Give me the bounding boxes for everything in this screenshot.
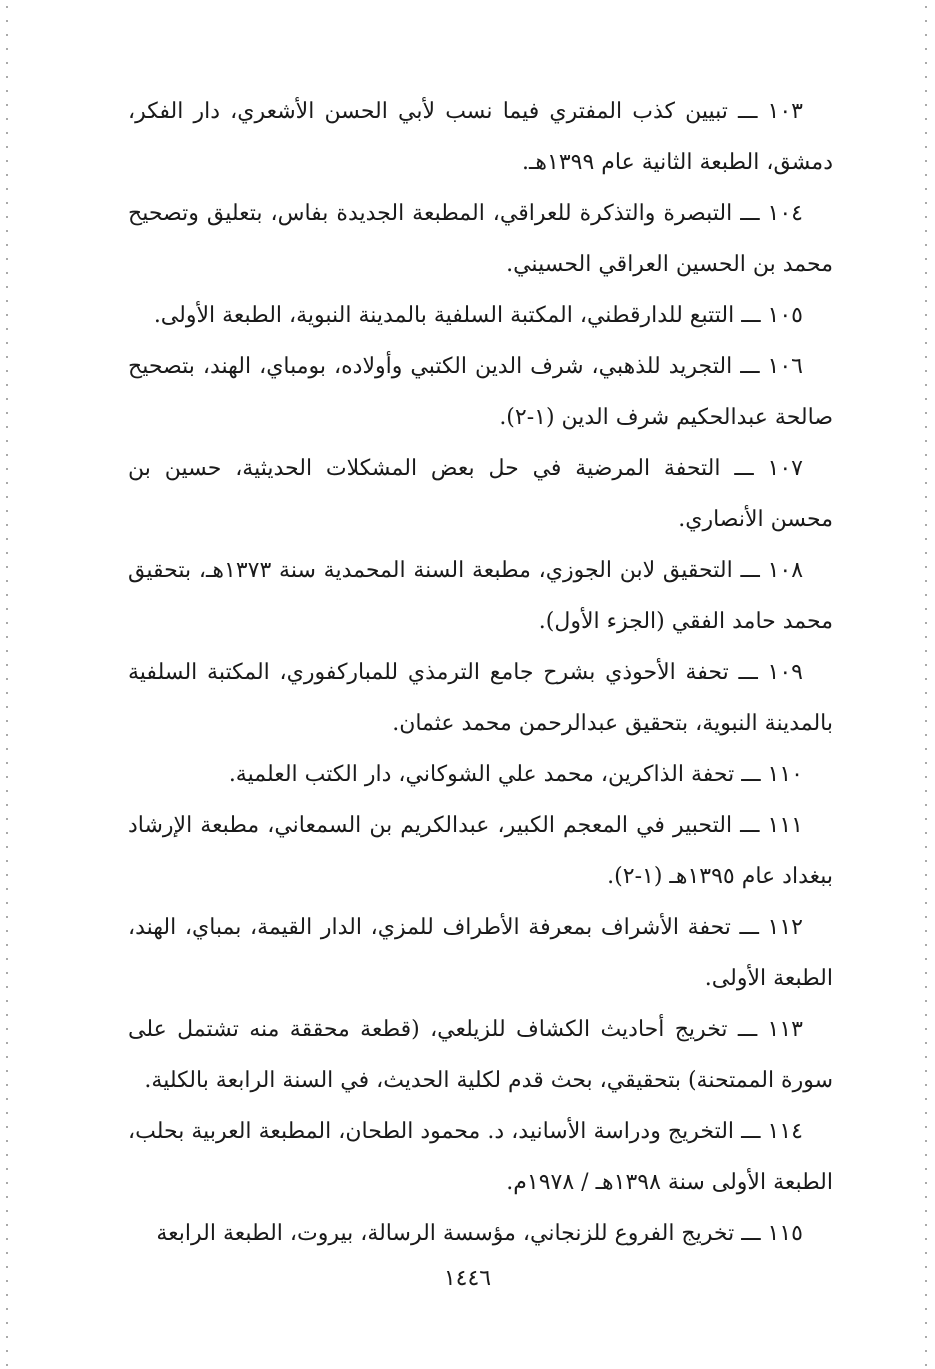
bibliography-entry-114: ١١٤ ـــ التخريج ودراسة الأسانيد، د. محمود الطحان، المطبعة العربية بحلب، الطبعة الأولى سنة ١٣٩٨هـ / ١٩٧٨م.: [128, 1119, 833, 1195]
bibliography-entry-107: ١٠٧ ـــ التحفة المرضية في حل بعض المشكلات الحديثية، حسين بن محسن الأنصاري.: [128, 456, 833, 532]
bibliography-entry-103: ١٠٣ ـــ تبيين كذب المفتري فيما نسب لأبي الحسن الأشعري، دار الفكر، دمشق، الطبعة الثانية عام ١٣٩٩هـ.: [128, 99, 833, 175]
bibliography-entry-105: ١٠٥ ـــ التتبع للدارقطني، المكتبة السلفية بالمدينة النبوية، الطبعة الأولى.: [153, 303, 803, 328]
bibliography-entry-112: ١١٢ ـــ تحفة الأشراف بمعرفة الأطراف للمزي، الدار القيمة، بمباي، الهند، الطبعة الأولى.: [128, 915, 833, 991]
scan-edge-left: [6, 0, 8, 1369]
page-number: ١٤٤٦: [443, 1266, 492, 1291]
bibliography-entry-108: ١٠٨ ـــ التحقيق لابن الجوزي، مطبعة السنة المحمدية سنة ١٣٧٣هـ، بتحقيق محمد حامد الفقي (الجزء الأول).: [128, 558, 833, 634]
bibliography-entry-111: ١١١ ـــ التحبير في المعجم الكبير، عبدالكريم بن السمعاني، مطبعة الإرشاد ببغداد عام ١٣٩٥هـ (١-٢).: [128, 813, 833, 889]
bibliography-list: [128, 86, 833, 1259]
bibliography-entry-113: ١١٣ ـــ تخريج أحاديث الكشاف للزيلعي، (قطعة محققة منه تشتمل على سورة الممتحنة) بتحقيقي، بحث قدم لكلية الحديث، في السنة الرابعة بالكلية.: [128, 1017, 833, 1093]
bibliography-entry-110: ١١٠ ـــ تحفة الذاكرين، محمد علي الشوكاني، دار الكتب العلمية.: [228, 762, 803, 787]
bibliography-entry-109: ١٠٩ ـــ تحفة الأحوذي بشرح جامع الترمذي للمباركفوري، المكتبة السلفية بالمدينة النبوية، بتحقيق عبدالرحمن محمد عثمان.: [128, 660, 833, 736]
bibliography-entry-104: ١٠٤ ـــ التبصرة والتذكرة للعراقي، المطبعة الجديدة بفاس، بتعليق وتصحيح محمد بن الحسين العراقي الحسيني.: [128, 201, 833, 277]
bibliography-entry-106: ١٠٦ ـــ التجريد للذهبي، شرف الدين الكتبي وأولاده، بومباي، الهند، بتصحيح صالحة عبدالحكيم شرف الدين (١-٢).: [128, 354, 833, 430]
scan-edge-right: [925, 0, 927, 1369]
bibliography-entry-115: ١١٥ ـــ تخريج الفروع للزنجاني، مؤسسة الرسالة، بيروت، الطبعة الرابعة: [156, 1221, 803, 1246]
